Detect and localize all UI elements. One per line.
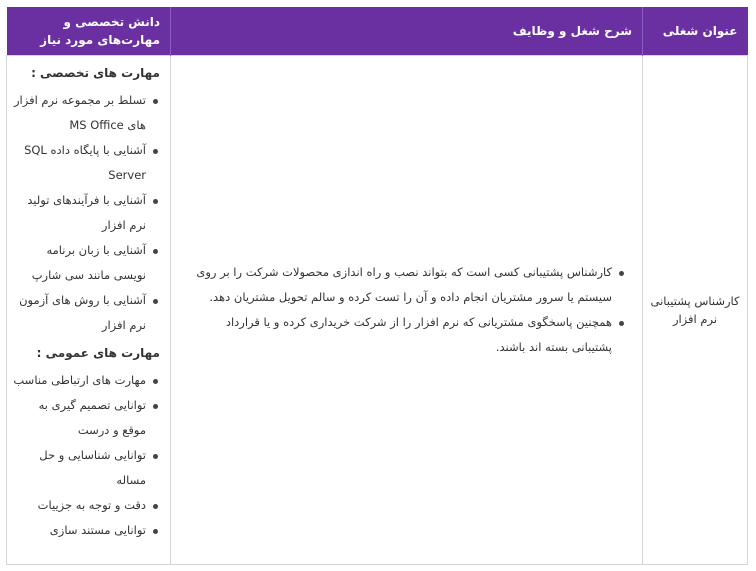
list-item: مهارت های ارتباطی مناسب [13, 368, 146, 393]
header-skills: دانش تخصصی و مهارت‌های مورد نیاز [7, 7, 171, 56]
list-item: آشنایی با پایگاه داده SQL Server [13, 138, 146, 188]
list-item: تسلط بر مجموعه نرم افزار های MS Office [13, 88, 146, 138]
list-item: دقت و توجه به جزییات [13, 493, 146, 518]
description-list [183, 260, 626, 360]
skills-cell [7, 56, 171, 565]
list-item: آشنایی با زبان برنامه نویسی مانند سی شارپ [13, 238, 146, 288]
technical-skills-heading: مهارت های تخصصی : [31, 66, 160, 80]
list-item: توانایی تصمیم گیری به موقع و درست [13, 393, 146, 443]
table-row [7, 56, 748, 565]
list-item: آشنایی با روش های آزمون نرم افزار [13, 288, 146, 338]
job-table-container [7, 7, 748, 565]
header-job-title: عنوان شغلی [643, 7, 748, 56]
table-header-row [7, 7, 748, 56]
technical-skills-list [13, 88, 160, 338]
job-description-cell [171, 56, 643, 565]
job-table [6, 7, 748, 565]
list-item: توانایی شناسایی و حل مساله [13, 443, 146, 493]
description-item: همچنین پاسخگوی مشتریانی که نرم افزار را از شرکت خریداری کرده و یا قرارداد پشتیبانی بسته اند باشند. [183, 310, 612, 360]
general-skills-list [13, 368, 160, 543]
header-job-description: شرح شغل و وظایف [171, 7, 643, 56]
general-skills-heading: مهارت های عمومی : [36, 346, 160, 360]
description-item: کارشناس پشتیبانی کسی است که بتواند نصب و راه اندازی محصولات شرکت را بر روی سیستم یا سرور مشتریان انجام داده و آن را تست کرده و سالم تحویل مشتریان دهد. [183, 260, 612, 310]
job-title-cell: کارشناس پشتیبانی نرم افزار [643, 56, 748, 565]
list-item: توانایی مستند سازی [13, 518, 146, 543]
list-item: آشنایی با فرآیندهای تولید نرم افزار [13, 188, 146, 238]
